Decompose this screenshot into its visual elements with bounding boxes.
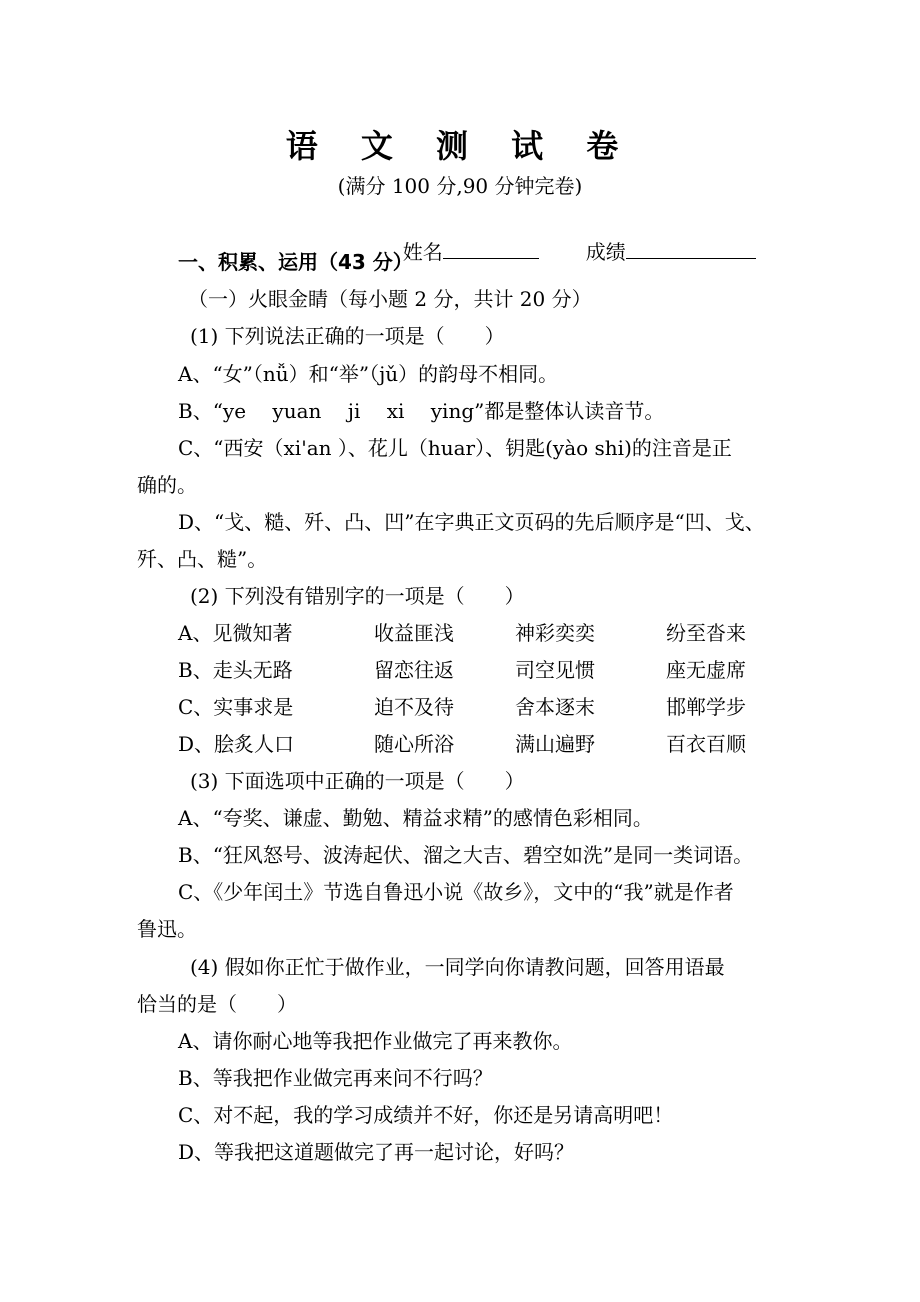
question-3-option-a: A、“夸奖、谦虚、勤勉、精益求精”的感情色彩相同。 — [178, 806, 653, 830]
question-1-option-b: B、“ye yuan ji xi ying”都是整体认读音节。 — [178, 399, 665, 423]
q2-row-b-item-1: B、走头无路 — [178, 658, 293, 682]
name-field[interactable] — [390, 210, 539, 264]
q2-row-d-item-2: 随心所浴 — [374, 732, 454, 756]
question-3-option-c-cont: 鲁迅。 — [137, 917, 197, 941]
q2-row-d-item-1: D、脍炙人口 — [178, 732, 295, 756]
question-1-option-c-cont: 确的。 — [137, 473, 197, 497]
name-blank[interactable] — [443, 238, 539, 259]
question-3-stem: (3) 下面选项中正确的一项是（ ） — [190, 769, 525, 793]
question-1-option-d-cont: 歼、凸、糙”。 — [137, 547, 268, 571]
q2-row-c-item-4: 邯郸学步 — [666, 695, 746, 719]
q2-row-d-item-4: 百衣百顺 — [666, 732, 746, 756]
question-2-stem: (2) 下列没有错别字的一项是（ ） — [190, 584, 525, 608]
part-heading: （一）火眼金睛（每小题 2 分，共计 20 分） — [188, 287, 592, 311]
name-label: 姓名 — [402, 240, 443, 264]
q2-row-d-item-3: 满山遍野 — [515, 732, 595, 756]
question-4-option-d: D、等我把这道题做完了再一起讨论，好吗？ — [178, 1140, 575, 1164]
question-4-option-b: B、等我把作业做完再来问不行吗？ — [178, 1066, 493, 1090]
q2-row-a-item-4: 纷至沓来 — [666, 621, 746, 645]
question-4-stem: (4) 假如你正忙于做作业，一同学向你请教问题，回答用语最 — [190, 955, 725, 979]
score-label: 成绩 — [585, 240, 626, 264]
score-field[interactable] — [573, 210, 756, 264]
question-4-stem-cont: 恰当的是（ ） — [137, 992, 297, 1016]
question-1-option-c: C、“西安（xi'an ）、花儿（huar）、钥匙(yào shi)的注音是正 — [178, 436, 732, 460]
q2-row-b-item-3: 司空见惯 — [515, 658, 595, 682]
q2-row-c-item-3: 舍本逐末 — [515, 695, 595, 719]
question-3-option-b: B、“狂风怒号、波涛起伏、溜之大吉、碧空如洗”是同一类词语。 — [178, 843, 754, 867]
score-blank[interactable] — [626, 238, 756, 259]
q2-row-b-item-4: 座无虚席 — [666, 658, 746, 682]
q2-row-a-item-1: A、见微知著 — [178, 621, 293, 645]
question-1-option-d: D、“戈、糙、歼、凸、凹”在字典正文页码的先后顺序是“凹、戈、 — [178, 510, 765, 534]
q2-row-b-item-2: 留恋往返 — [374, 658, 454, 682]
question-3-option-c: C、《少年闰土》节选自鲁迅小说《故乡》，文中的“我”就是作者 — [178, 880, 734, 904]
section-heading: 一、积累、运用（43 分） — [178, 250, 413, 274]
question-1-stem: (1) 下列说法正确的一项是（ ） — [190, 324, 505, 348]
q2-row-a-item-2: 收益匪浅 — [374, 621, 454, 645]
q2-row-a-item-3: 神彩奕奕 — [515, 621, 595, 645]
question-4-option-c: C、对不起，我的学习成绩并不好，你还是另请高明吧！ — [178, 1103, 674, 1127]
question-1-option-a: A、“女”（nǚ）和“举”（jǔ）的韵母不相同。 — [178, 362, 559, 386]
exam-subtitle: (满分 100 分,90 分钟完卷) — [337, 174, 583, 198]
q2-row-c-item-2: 迫不及待 — [374, 695, 454, 719]
page-title: 语 文 测 试 卷 — [285, 127, 635, 165]
question-4-option-a: A、请你耐心地等我把作业做完了再来教你。 — [178, 1029, 573, 1053]
q2-row-c-item-1: C、实事求是 — [178, 695, 294, 719]
